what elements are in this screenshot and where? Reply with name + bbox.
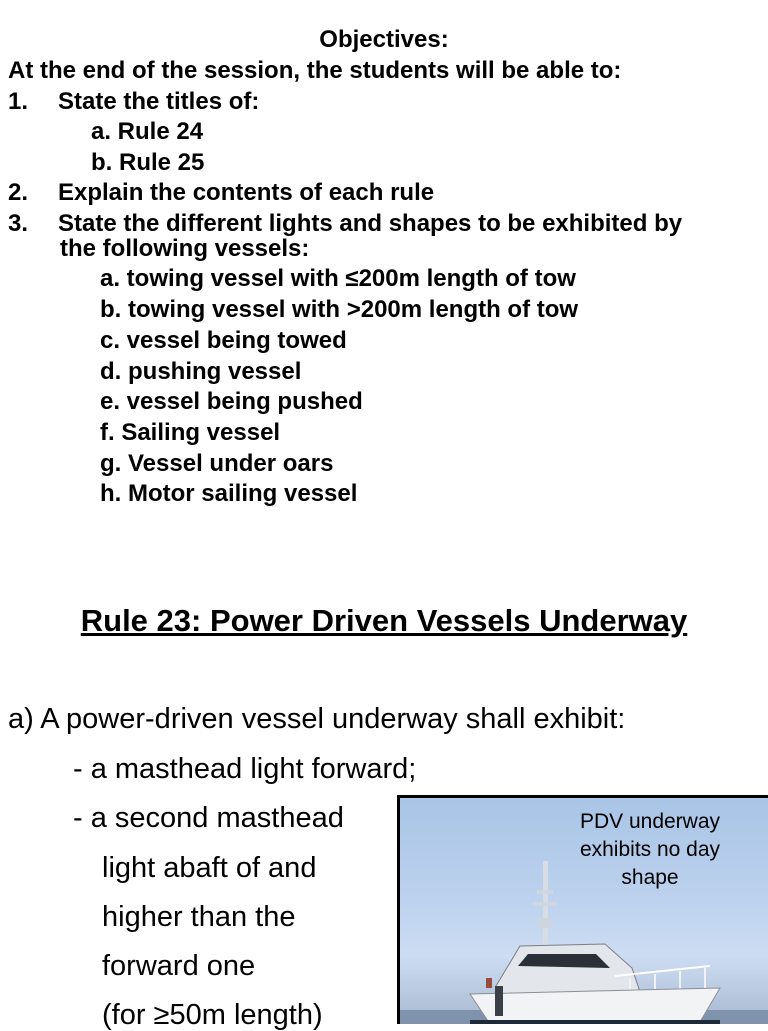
vessel-item: h. Motor sailing vessel [100,480,358,507]
rule-text-line: (for ≥50m length) [102,999,323,1031]
objectives-heading: Objectives: [319,26,449,53]
objective-text: State the different lights and shapes to be exhibited by [58,210,683,237]
rule-text-line: forward one [102,950,256,982]
objective-text: State the titles of: [58,88,260,115]
objective-number: 3. [8,210,29,237]
photo-caption-line: PDV underway [579,810,721,833]
vessel-item: e. vessel being pushed [100,388,363,415]
photo-caption-line: exhibits no day [579,838,721,861]
rule-text-line: higher than the [102,901,296,933]
rule-text-line: light abaft of and [102,852,317,884]
vessel-item: f. Sailing vessel [100,419,281,446]
rule-text-line: a) A power-driven vessel underway shall exhibit: [8,703,626,735]
photo-caption [550,808,750,892]
objective-number: 1. [8,88,29,115]
objective-subitem: a. Rule 24 [91,118,204,145]
vessel-item: c. vessel being towed [100,327,347,354]
objectives-intro: At the end of the session, the students will be able to: [8,57,622,84]
objective-subitem: b. Rule 25 [91,149,205,176]
vessel-item: d. pushing vessel [100,358,302,385]
vessel-item: a. towing vessel with ≤200m length of tow [100,265,576,292]
rule-text-line: - a masthead light forward; [73,753,417,785]
objective-text-continued: the following vessels: [60,235,310,262]
rule-23-title: Rule 23: Power Driven Vessels Underway [80,603,688,638]
vessel-item: b. towing vessel with >200m length of tow [100,296,579,323]
power-driven-vessel-photo [397,795,768,1024]
photo-caption-line: shape [621,866,679,889]
vessel-item: g. Vessel under oars [100,450,334,477]
objective-number: 2. [8,179,29,206]
objective-text: Explain the contents of each rule [58,179,435,206]
rule-text-line: - a second masthead [73,802,344,834]
